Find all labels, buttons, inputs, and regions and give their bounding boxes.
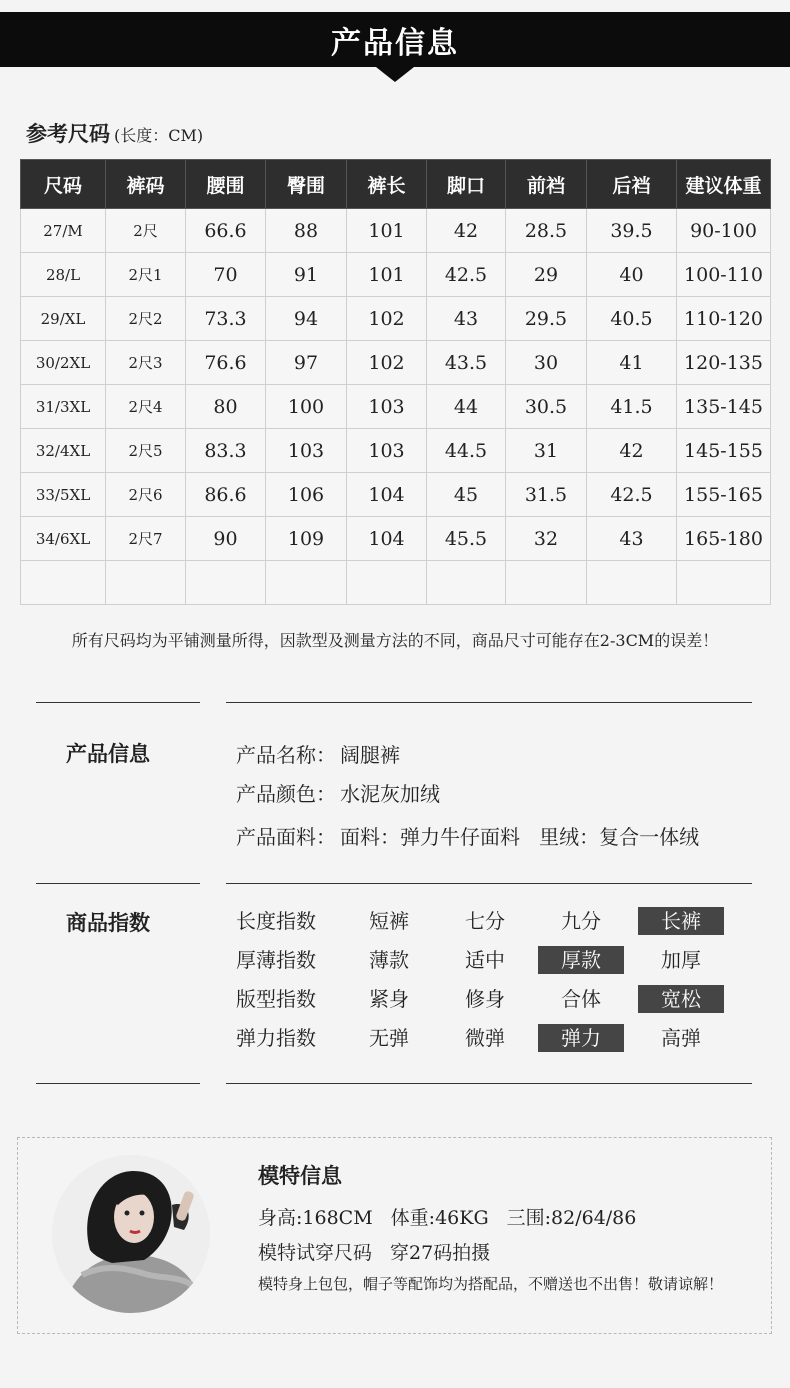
table-cell: 31: [506, 429, 587, 473]
product-info-label: 产品信息: [66, 741, 150, 766]
size-table-header-cell: 裤长: [347, 160, 427, 209]
table-cell: 104: [347, 473, 427, 517]
divider: [36, 1083, 200, 1084]
model-weight: 体重:46KG: [390, 1207, 489, 1229]
table-cell: 34/6XL: [21, 517, 106, 561]
product-name-value: 阔腿裤: [340, 743, 400, 767]
size-table-header-cell: 前裆: [506, 160, 587, 209]
table-cell: 97: [266, 341, 347, 385]
index-option: 适中: [465, 948, 505, 972]
top-banner: [0, 12, 790, 67]
table-cell: 43: [427, 297, 506, 341]
table-cell: 29/XL: [21, 297, 106, 341]
index-option: 无弹: [369, 1026, 409, 1050]
index-option: 合体: [561, 987, 601, 1011]
table-cell: 30.5: [506, 385, 587, 429]
table-cell: 100: [266, 385, 347, 429]
product-color-line: [236, 778, 440, 807]
table-cell: 39.5: [587, 209, 677, 253]
table-cell: 31.5: [506, 473, 587, 517]
table-row: [21, 517, 771, 561]
table-cell: 102: [347, 341, 427, 385]
index-option-selected: 厚款: [538, 946, 624, 974]
table-row: [21, 561, 771, 605]
table-cell: 27/M: [21, 209, 106, 253]
index-option: 微弹: [465, 1026, 505, 1050]
size-table: [20, 159, 771, 605]
table-row: [21, 429, 771, 473]
size-table-header-cell: 腰围: [186, 160, 266, 209]
table-cell: 30: [506, 341, 587, 385]
table-cell: 90-100: [677, 209, 771, 253]
table-cell: 135-145: [677, 385, 771, 429]
table-cell: 30/2XL: [21, 341, 106, 385]
model-stats: [258, 1203, 636, 1230]
table-cell: [347, 561, 427, 605]
table-cell: 91: [266, 253, 347, 297]
size-table-header-cell: 脚口: [427, 160, 506, 209]
table-cell: 43.5: [427, 341, 506, 385]
table-cell: 44.5: [427, 429, 506, 473]
table-cell: 45.5: [427, 517, 506, 561]
table-cell: 165-180: [677, 517, 771, 561]
table-cell: 101: [347, 253, 427, 297]
table-cell: 100-110: [677, 253, 771, 297]
size-table-header-cell: 后裆: [587, 160, 677, 209]
index-option: 短裤: [369, 909, 409, 933]
table-cell: 32: [506, 517, 587, 561]
index-option: 紧身: [369, 987, 409, 1011]
size-heading-title: 参考尺码: [26, 121, 110, 146]
product-fabric-value: 面料：弹力牛仔面料 里绒：复合一体绒: [340, 825, 700, 849]
index-label: 长度指数: [236, 909, 316, 933]
table-cell: 33/5XL: [21, 473, 106, 517]
product-name-line: [236, 739, 400, 768]
index-label: 弹力指数: [236, 1026, 316, 1050]
table-cell: 76.6: [186, 341, 266, 385]
table-cell: [677, 561, 771, 605]
index-row: [236, 985, 736, 1013]
index-option: 七分: [465, 909, 505, 933]
product-fabric-line: [236, 821, 699, 850]
table-cell: 2尺4: [106, 385, 186, 429]
divider: [36, 883, 200, 884]
table-cell: 145-155: [677, 429, 771, 473]
model-trial: [258, 1238, 490, 1265]
divider: [226, 883, 752, 884]
table-row: [21, 385, 771, 429]
size-table-header-cell: 建议体重: [677, 160, 771, 209]
model-title: 模特信息: [258, 1163, 342, 1188]
table-row: [21, 209, 771, 253]
index-row: [236, 907, 736, 935]
size-table-header-cell: 臀围: [266, 160, 347, 209]
model-trial-value: 穿27码拍摄: [390, 1242, 491, 1264]
table-cell: 32/4XL: [21, 429, 106, 473]
product-name-key: 产品名称：: [236, 743, 336, 767]
table-cell: 41.5: [587, 385, 677, 429]
table-cell: 103: [347, 429, 427, 473]
table-cell: 88: [266, 209, 347, 253]
size-table-body: [21, 209, 771, 605]
table-cell: [21, 561, 106, 605]
table-cell: 2尺1: [106, 253, 186, 297]
table-cell: 40: [587, 253, 677, 297]
model-note: 模特身上包包，帽子等配饰均为搭配品，不赠送也不出售！敬请谅解！: [258, 1275, 724, 1293]
banner-pointer: [376, 67, 414, 82]
table-row: [21, 341, 771, 385]
table-cell: 106: [266, 473, 347, 517]
size-table-header-row: [21, 160, 771, 209]
table-cell: 45: [427, 473, 506, 517]
size-table-header-cell: 尺码: [21, 160, 106, 209]
product-color-value: 水泥灰加绒: [340, 782, 440, 806]
table-cell: 104: [347, 517, 427, 561]
table-cell: 66.6: [186, 209, 266, 253]
indices-label: 商品指数: [66, 910, 150, 935]
banner-title: 产品信息: [331, 25, 459, 61]
index-row: [236, 946, 736, 974]
table-cell: 42.5: [587, 473, 677, 517]
table-cell: 101: [347, 209, 427, 253]
index-option-selected: 宽松: [638, 985, 724, 1013]
table-cell: [506, 561, 587, 605]
table-cell: 29: [506, 253, 587, 297]
product-fabric-key: 产品面料：: [236, 825, 336, 849]
table-cell: 2尺: [106, 209, 186, 253]
table-row: [21, 253, 771, 297]
size-table-header-cell: 裤码: [106, 160, 186, 209]
divider: [226, 1083, 752, 1084]
table-cell: 2尺3: [106, 341, 186, 385]
size-heading: [26, 118, 203, 148]
size-heading-unit: (长度：CM): [114, 126, 204, 145]
table-cell: 80: [186, 385, 266, 429]
model-photo-icon: [52, 1155, 210, 1313]
table-cell: [266, 561, 347, 605]
index-label: 厚薄指数: [236, 948, 316, 972]
table-cell: 2尺7: [106, 517, 186, 561]
table-cell: 110-120: [677, 297, 771, 341]
index-label: 版型指数: [236, 987, 316, 1011]
table-cell: 42: [587, 429, 677, 473]
index-option: 加厚: [661, 948, 701, 972]
table-cell: 103: [347, 385, 427, 429]
table-cell: 103: [266, 429, 347, 473]
table-cell: 2尺2: [106, 297, 186, 341]
table-row: [21, 473, 771, 517]
table-cell: 94: [266, 297, 347, 341]
table-cell: [427, 561, 506, 605]
table-cell: 42: [427, 209, 506, 253]
table-cell: 29.5: [506, 297, 587, 341]
divider: [226, 702, 752, 703]
table-cell: 120-135: [677, 341, 771, 385]
table-cell: 44: [427, 385, 506, 429]
table-cell: 102: [347, 297, 427, 341]
table-cell: 73.3: [186, 297, 266, 341]
table-cell: 43: [587, 517, 677, 561]
table-cell: 155-165: [677, 473, 771, 517]
index-option: 九分: [561, 909, 601, 933]
index-option-selected: 长裤: [638, 907, 724, 935]
table-cell: 31/3XL: [21, 385, 106, 429]
table-cell: [186, 561, 266, 605]
table-cell: 109: [266, 517, 347, 561]
model-measurements: 三围:82/64/86: [506, 1207, 637, 1229]
table-cell: 42.5: [427, 253, 506, 297]
table-cell: [587, 561, 677, 605]
table-cell: [106, 561, 186, 605]
table-cell: 41: [587, 341, 677, 385]
product-color-key: 产品颜色：: [236, 782, 336, 806]
table-cell: 90: [186, 517, 266, 561]
table-row: [21, 297, 771, 341]
divider: [36, 702, 200, 703]
index-option: 高弹: [661, 1026, 701, 1050]
index-option: 修身: [465, 987, 505, 1011]
table-cell: 28/L: [21, 253, 106, 297]
table-cell: 2尺6: [106, 473, 186, 517]
table-cell: 40.5: [587, 297, 677, 341]
measurement-note: 所有尺码均为平铺测量所得，因款型及测量方法的不同，商品尺寸可能存在2-3CM的误差！: [71, 631, 719, 650]
index-option-selected: 弹力: [538, 1024, 624, 1052]
table-cell: 86.6: [186, 473, 266, 517]
model-trial-label: 模特试穿尺码: [258, 1242, 373, 1264]
table-cell: 83.3: [186, 429, 266, 473]
table-cell: 28.5: [506, 209, 587, 253]
table-cell: 70: [186, 253, 266, 297]
index-row: [236, 1024, 736, 1052]
index-option: 薄款: [369, 948, 409, 972]
model-avatar: [52, 1155, 210, 1313]
model-height: 身高:168CM: [258, 1207, 373, 1229]
table-cell: 2尺5: [106, 429, 186, 473]
